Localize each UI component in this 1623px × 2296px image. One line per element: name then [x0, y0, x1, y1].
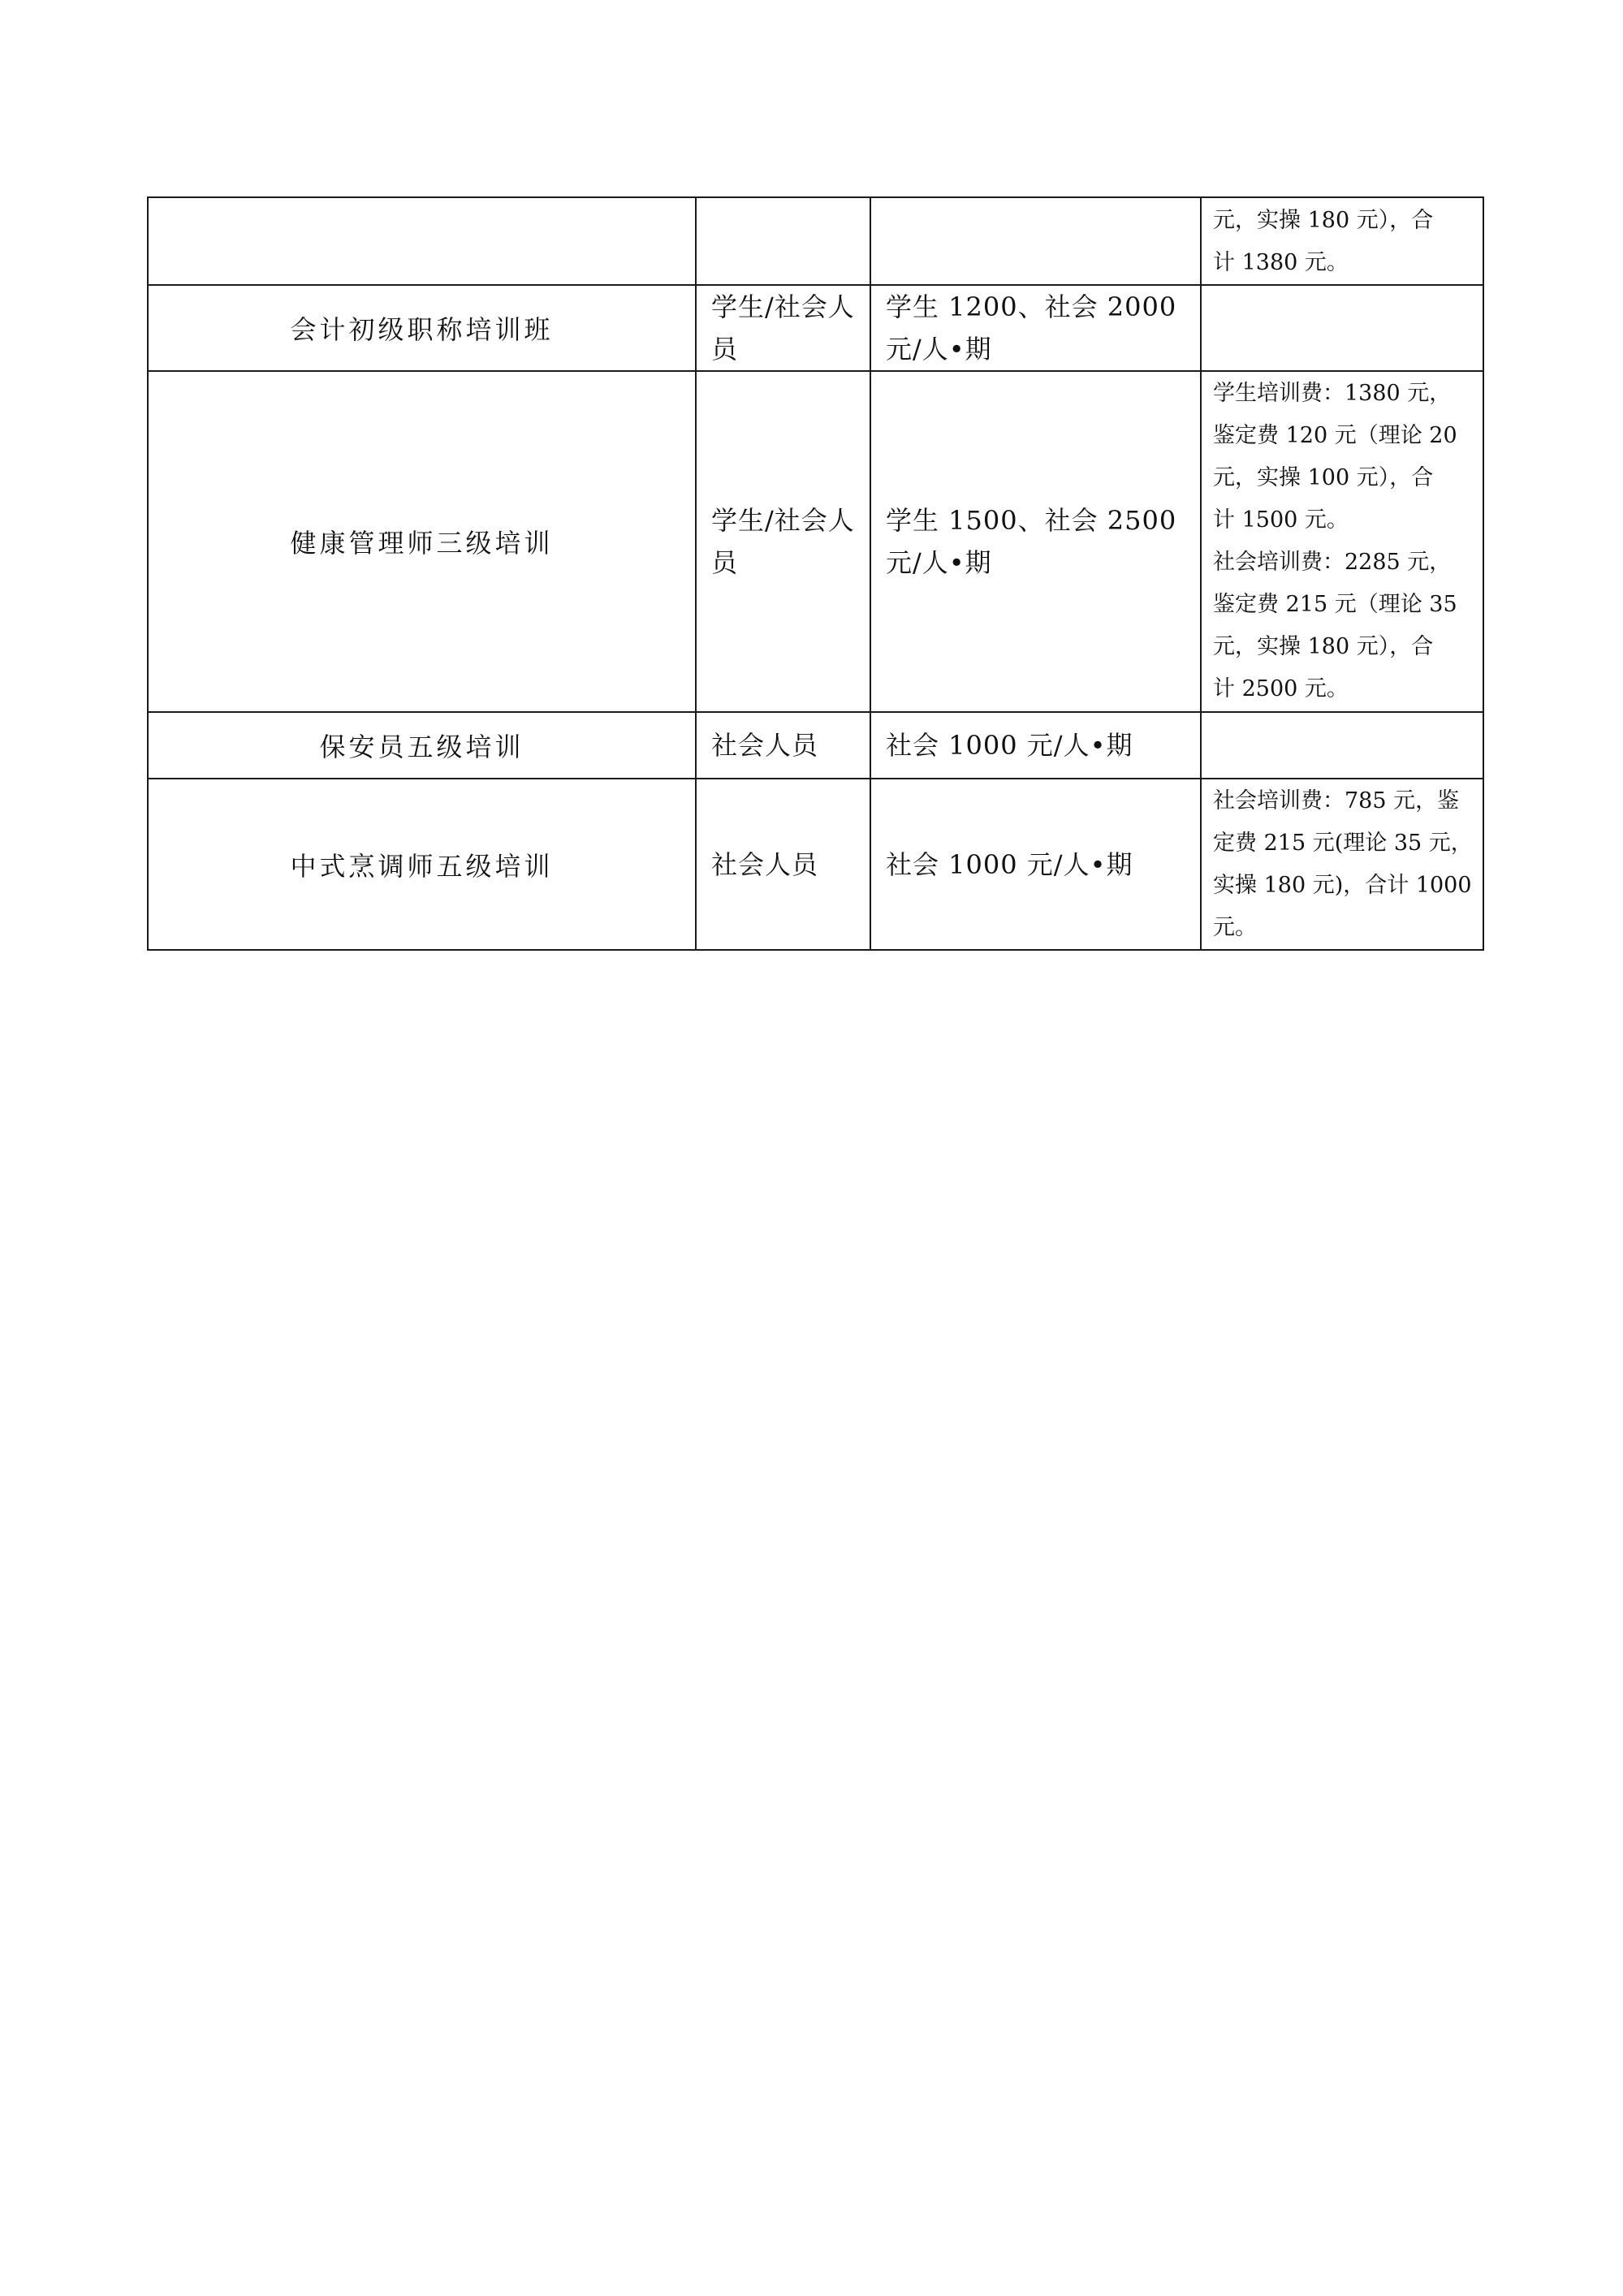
price-cell: 社会 1000 元/人•期 [870, 712, 1201, 779]
target-cell: 学生/社会人员 [696, 371, 870, 712]
table-row [148, 712, 1483, 779]
course-name-cell: 会计初级职称培训班 [148, 285, 696, 371]
target-cell: 学生/社会人员 [696, 285, 870, 371]
fee-note-line: 实操 180 元)，合计 1000 [1213, 873, 1472, 898]
table-row [148, 197, 1483, 285]
fee-note-line: 社会培训费：2285 元， [1213, 550, 1452, 575]
course-name-cell: 健康管理师三级培训 [148, 371, 696, 712]
target-cell [696, 197, 870, 285]
fee-note-cell [1201, 371, 1483, 712]
target-cell: 社会人员 [696, 712, 870, 779]
fee-note-cell [1201, 285, 1483, 371]
fee-note-cell [1201, 712, 1483, 779]
table-row [148, 371, 1483, 712]
fee-note-line: 计 1380 元。 [1213, 250, 1349, 275]
fee-note-cell [1201, 779, 1483, 950]
fee-note-line: 鉴定费 120 元（理论 20 [1213, 423, 1457, 448]
fee-note-line: 学生培训费：1380 元， [1213, 381, 1452, 406]
price-cell [870, 197, 1201, 285]
price-cell: 社会 1000 元/人•期 [870, 779, 1201, 950]
table-row [148, 285, 1483, 371]
fee-note-cell [1201, 197, 1483, 285]
fee-note-line: 计 2500 元。 [1213, 676, 1349, 701]
course-name-cell [148, 197, 696, 285]
table-row [148, 779, 1483, 950]
price-cell: 学生 1500、社会 2500 元/人•期 [870, 371, 1201, 712]
fee-note-line: 社会培训费：785 元，鉴 [1213, 788, 1460, 814]
target-cell: 社会人员 [696, 779, 870, 950]
fee-note-line: 鉴定费 215 元（理论 35 [1213, 592, 1457, 617]
fee-note-line: 元，实操 100 元），合 [1213, 465, 1434, 490]
course-name-cell: 保安员五级培训 [148, 712, 696, 779]
fee-note-line: 定费 215 元(理论 35 元， [1213, 831, 1473, 856]
fee-note-line: 计 1500 元。 [1213, 507, 1349, 533]
fee-note-line: 元，实操 180 元），合 [1213, 208, 1434, 233]
training-fee-table [147, 196, 1484, 951]
price-cell: 学生 1200、社会 2000 元/人•期 [870, 285, 1201, 371]
fee-note-line: 元。 [1213, 915, 1257, 940]
fee-note-line: 元，实操 180 元），合 [1213, 634, 1434, 659]
course-name-cell: 中式烹调师五级培训 [148, 779, 696, 950]
